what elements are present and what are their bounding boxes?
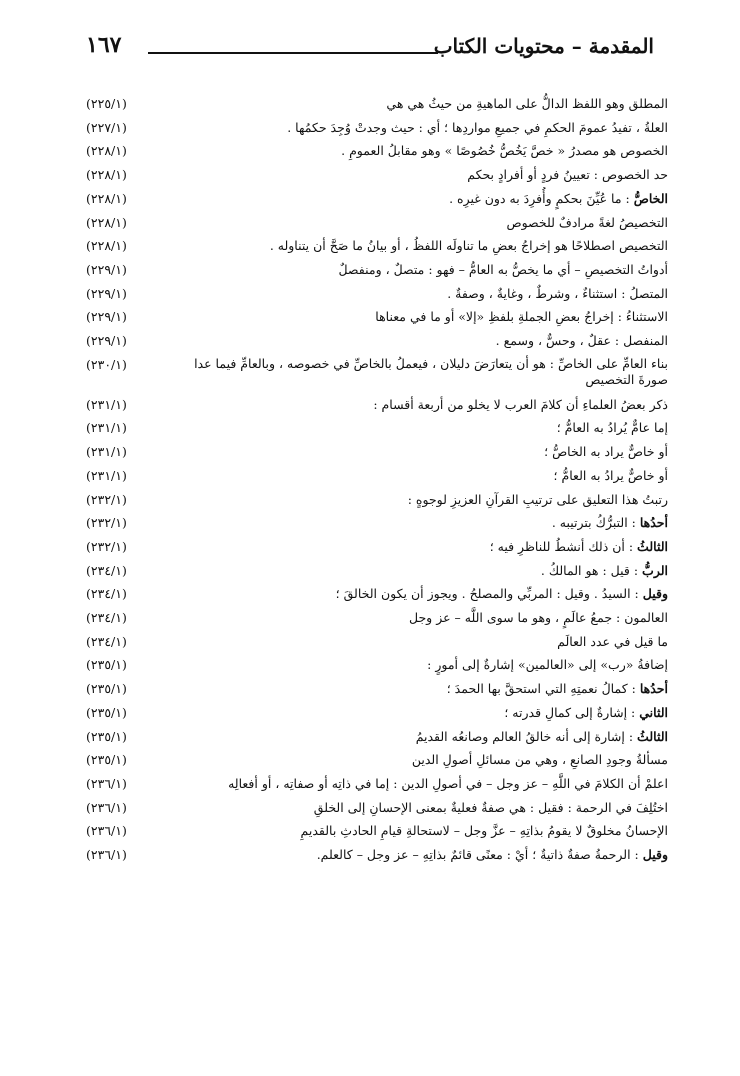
contents-entry — [86, 305, 668, 329]
contents-entry — [86, 416, 668, 440]
entry-page-ref: (٢٣٠/١) — [86, 356, 127, 372]
contents-entry — [86, 843, 668, 867]
entry-text — [86, 843, 668, 867]
contents-entry — [86, 440, 668, 464]
entry-text — [86, 559, 668, 583]
entry-page-ref: (٢٢٨/١) — [86, 190, 127, 206]
contents-entry — [86, 535, 668, 559]
entry-page-ref: (٢٣٦/١) — [86, 799, 127, 815]
entry-body: المطلق وهو اللفظ الدالُّ على الماهيةِ من حيثُ هي هي — [386, 96, 668, 111]
entry-body: رتبتُ هذا التعليق على ترتيبِ القرآنِ العزيزِ لوجوهٍ : — [407, 491, 668, 507]
entry-body: التخصيصُ لغةً مرادفٌ للخصوص — [506, 214, 668, 230]
contents-entry — [86, 488, 668, 512]
entry-page-ref: (٢٣١/١) — [86, 420, 127, 436]
contents-entry — [86, 187, 668, 211]
entry-lead-word: وقيل — [642, 586, 668, 602]
entry-body: الإحسانُ مخلوقٌ لا يقومُ بذاتِهِ – عزَّ وجل – لاستحالةِ قيامِ الحادثِ بالقديمِ — [300, 823, 668, 839]
entry-page-ref: (٢٢٧/١) — [86, 119, 127, 135]
entry-text — [86, 234, 668, 258]
entry-body: إضافةُ «رب» إلى «العالمين» إشارةٌ إلى أمورٍ : — [427, 657, 668, 673]
entry-body: إما عامٌّ يُرادُ به العامُّ ؛ — [556, 420, 668, 436]
contents-entry — [86, 725, 668, 749]
entry-lead-word: وقيل — [642, 847, 668, 863]
entry-text — [86, 725, 668, 749]
entry-body: : إشارةٌ إلى كمالِ قدرته ؛ — [504, 704, 640, 720]
entry-text — [86, 258, 668, 282]
entry-text — [86, 282, 668, 306]
entry-text — [86, 582, 668, 606]
entry-page-ref: (٢٣٤/١) — [86, 562, 127, 578]
entry-page-ref: (٢٢٨/١) — [86, 238, 127, 254]
entry-lead-word: أحدُها — [639, 681, 668, 697]
entry-lead-word: الثاني — [639, 704, 668, 720]
entry-text — [86, 511, 668, 535]
entry-body: اختُلِفَ في الرحمة : فقيل : هي صفةٌ فعليةٌ بمعنى الإحسانِ إلى الخلقِ — [313, 799, 668, 815]
entry-text — [86, 796, 668, 820]
contents-entry — [86, 234, 668, 258]
contents-entry — [86, 92, 668, 116]
entry-page-ref: (٢٣٥/١) — [86, 752, 127, 768]
contents-entry — [86, 606, 668, 630]
contents-entry — [86, 653, 668, 677]
entry-body: الاستثناءُ : إخراجُ بعضِ الجملةِ بلفظِ «إلا» أو ما في معناها — [375, 309, 668, 325]
contents-entry — [86, 511, 668, 535]
contents-entry — [86, 139, 668, 163]
entry-text — [86, 92, 668, 116]
entry-page-ref: (٢٣٢/١) — [86, 538, 127, 554]
entry-lead-word: الخاصُّ — [633, 190, 668, 206]
entry-text — [86, 393, 668, 417]
contents-entry — [86, 258, 668, 282]
entry-body: مسألةُ وجودِ الصانعِ ، وهي من مسائلِ أصولِ الدين — [411, 752, 668, 768]
contents-entry — [86, 677, 668, 701]
entry-page-ref: (٢٢٨/١) — [86, 167, 127, 183]
entry-body: المنفصل : عقلٌ ، وحسٌّ ، وسمع . — [495, 333, 668, 349]
entry-page-ref: (٢٣٦/١) — [86, 823, 127, 839]
entry-text — [86, 440, 668, 464]
contents-entry — [86, 282, 668, 306]
contents-entry — [86, 211, 668, 235]
entry-body: ذكر بعضُ العلماءِ أن كلامَ العرب لا يخلو من أربعة أقسام : — [373, 396, 668, 412]
entry-text — [86, 748, 668, 772]
entry-page-ref: (٢٣١/١) — [86, 444, 127, 460]
entry-body: أدواتُ التخصيصِ – أي ما يخصُّ به العامُّ – فهو : متصلٌ ، ومنفصلٌ — [338, 261, 668, 277]
entry-text — [86, 163, 668, 187]
entry-text — [86, 416, 668, 440]
contents-entry — [86, 819, 668, 843]
entry-page-ref: (٢٣٥/١) — [86, 681, 127, 697]
entry-body: أو خاصٌّ يراد به الخاصُّ ؛ — [544, 444, 668, 460]
entry-body: المتصلُ : استثناءٌ ، وشرطٌ ، وغايةٌ ، وصفةٌ . — [447, 285, 668, 301]
entry-page-ref: (٢٣٥/١) — [86, 728, 127, 744]
entry-body: الخصوص هو مصدرُ « خصَّ يَخُصُّ خُصُوصًا » وهو مقابلُ العمومِ . — [341, 143, 668, 159]
entry-page-ref: (٢٣٦/١) — [86, 847, 127, 863]
contents-entry — [86, 701, 668, 725]
entry-page-ref: (٢٣٥/١) — [86, 657, 127, 673]
entry-page-ref: (٢٢٨/١) — [86, 214, 127, 230]
contents-list — [86, 92, 668, 867]
entry-page-ref: (٢٢٩/١) — [86, 285, 127, 301]
entry-body: العالمون : جمعُ عالَمٍ ، وهو ما سوى اللَّه – عز وجل — [408, 610, 668, 626]
entry-page-ref: (٢٣٤/١) — [86, 633, 127, 649]
entry-lead-word: الربُّ — [642, 562, 668, 578]
entry-text — [86, 329, 668, 353]
contents-entry — [86, 116, 668, 140]
entry-body: : التبرُّكُ بترتيبه . — [551, 515, 640, 531]
entry-body: : كمالُ نعمتِهِ التي استحقَّ بها الحمدَ ؛ — [446, 681, 640, 697]
entry-text — [86, 116, 668, 140]
entry-body: : أن ذلك أنشطُ للناظرِ فيه ؛ — [489, 538, 638, 554]
entry-page-ref: (٢٢٥/١) — [86, 96, 127, 111]
entry-page-ref: (٢٢٩/١) — [86, 309, 127, 325]
contents-entry — [86, 559, 668, 583]
entry-text — [86, 653, 668, 677]
entry-page-ref: (٢٣١/١) — [86, 396, 127, 412]
entry-body: اعلمْ أن الكلامَ في اللَّهِ – عز وجل – في أصولِ الدين : إما في ذاتِه أو صفاتِه ، أو أفعالِه — [228, 775, 668, 791]
entry-text — [86, 819, 668, 843]
contents-entry — [86, 772, 668, 796]
entry-text — [86, 353, 668, 388]
entry-body: : السيدُ . وقيل : المربِّي والمصلحُ . ويجوز أن يكون الخالقَ ؛ — [335, 586, 643, 602]
contents-entry — [86, 630, 668, 654]
entry-body: التخصيص اصطلاحًا هو إخراجُ بعضِ ما تناولَه اللفظُ ، أو بيانُ ما صَحَّ أن يتناوله . — [269, 238, 668, 254]
entry-body: العلةُ ، تفيدُ عمومَ الحكمِ في جميعِ مواردِها ؛ أي : حيث وجدتْ وُجِدَ حكمُها . — [287, 119, 668, 135]
entry-page-ref: (٢٢٩/١) — [86, 261, 127, 277]
entry-body: بناء العامِّ على الخاصِّ : هو أن يتعارَضَ دليلان ، فيعملُ بالخاصِّ في خصوصه ، وبالعامِّ فيما عدا صورةَ التخصيصِ — [194, 355, 668, 387]
entry-page-ref: (٢٣٤/١) — [86, 586, 127, 602]
entry-text — [86, 630, 668, 654]
entry-body: : إشارة إلى أنه خالقُ العالم وصانعُه القديمُ — [415, 728, 638, 744]
entry-text — [86, 772, 668, 796]
entry-body: : الرحمةُ صفةٌ ذاتيةٌ ؛ أيْ : معنًى قائمٌ بذاتِهِ – عز وجل – كالعلم. — [316, 847, 643, 863]
entry-body: ما قيل في عدد العالَم — [557, 633, 668, 649]
entry-page-ref: (٢٢٩/١) — [86, 333, 127, 349]
entry-body: حد الخصوص : تعيينُ فردٍ أو أفرادٍ بحكم — [467, 167, 668, 183]
entry-page-ref: (٢٣٢/١) — [86, 515, 127, 531]
entry-text — [86, 606, 668, 630]
contents-entry — [86, 582, 668, 606]
page-header — [86, 28, 654, 68]
contents-entry — [86, 353, 668, 393]
entry-text — [86, 677, 668, 701]
entry-text — [86, 305, 668, 329]
entry-lead-word: الثالثُ — [637, 538, 668, 554]
entry-text — [86, 488, 668, 512]
page-number: ١٦٧ — [86, 32, 122, 58]
entry-lead-word: الثالثُ — [637, 728, 668, 744]
entry-page-ref: (٢٣٤/١) — [86, 610, 127, 626]
entry-body: أو خاصٌّ يرادُ به العامُّ ؛ — [553, 467, 668, 483]
contents-entry — [86, 464, 668, 488]
entry-text — [86, 187, 668, 211]
entry-text — [86, 701, 668, 725]
entry-body: : ما عُيِّنَ بحكمٍ وأُفرِدَ به دون غيرِه . — [449, 190, 634, 206]
entry-page-ref: (٢٣١/١) — [86, 467, 127, 483]
entry-page-ref: (٢٢٨/١) — [86, 143, 127, 159]
contents-entry — [86, 329, 668, 353]
running-title: المقدمة – محتويات الكتاب — [433, 34, 654, 58]
entry-page-ref: (٢٣٦/١) — [86, 775, 127, 791]
entry-text — [86, 211, 668, 235]
contents-entry — [86, 163, 668, 187]
header-rule — [148, 52, 438, 54]
entry-page-ref: (٢٣٥/١) — [86, 704, 127, 720]
contents-entry — [86, 796, 668, 820]
entry-text — [86, 139, 668, 163]
entry-text — [86, 535, 668, 559]
entry-body: : قيل : هو المالكُ . — [540, 562, 643, 578]
entry-lead-word: أحدُها — [639, 515, 668, 531]
contents-entry — [86, 393, 668, 417]
entry-text — [86, 464, 668, 488]
entry-page-ref: (٢٣٢/١) — [86, 491, 127, 507]
contents-entry — [86, 748, 668, 772]
